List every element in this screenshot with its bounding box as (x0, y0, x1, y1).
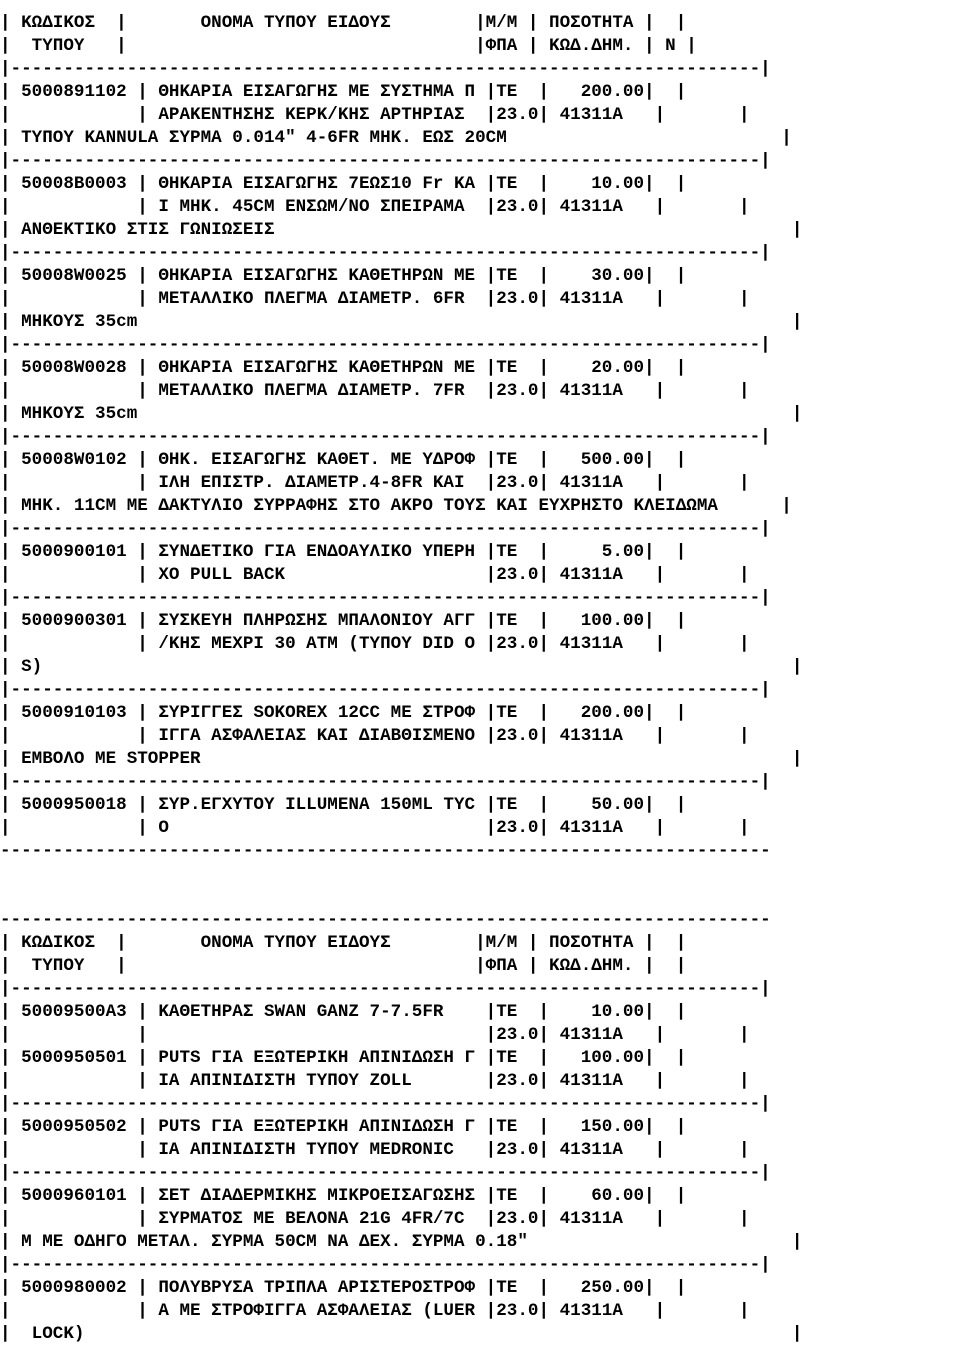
text-line: | | |23.0| 41311A | | (0, 1025, 750, 1045)
text-line: |-----------------------------------------------------------------------| (0, 243, 771, 263)
text-line: | | ΙΓΓΑ ΑΣΦΑΛΕΙΑΣ ΚΑΙ ΔΙΑΒΘΙΣΜΕΝΟ |23.0| 41311A | | (0, 726, 750, 746)
text-line: | 5000891102 | ΘΗΚΑΡΙΑ ΕΙΣΑΓΩΓΗΣ ΜΕ ΣΥΣΤΗΜΑ Π |ΤΕ | 200.00| | (0, 82, 687, 102)
text-line: | | ΣΥΡΜΑΤΟΣ ΜΕ ΒΕΛΟΝΑ 21G 4FR/7C |23.0| 41311A | | (0, 1209, 750, 1229)
text-line: | | ΜΕΤΑΛΛΙΚΟ ΠΛΕΓΜΑ ΔΙΑΜΕΤΡ. 7FR |23.0| 41311A | | (0, 381, 750, 401)
text-line: | ΤΥΠΟΥ | |ΦΠΑ | ΚΩΔ.ΔΗΜ. | Ν | (0, 36, 697, 56)
text-line: | | Α ΜΕ ΣΤΡΟΦΙΓΓΑ ΑΣΦΑΛΕΙΑΣ (LUER |23.0| 41311A | | (0, 1301, 750, 1321)
text-line: | ΤΥΠΟΥ KANNULA ΣΥΡΜΑ 0.014" 4-6FR ΜΗΚ. ΕΩΣ 20CM | (0, 128, 792, 148)
text-line: | | ΙΛΗ ΕΠΙΣΤΡ. ΔΙΑΜΕΤΡ.4-8FR ΚΑΙ |23.0| 41311A | | (0, 473, 750, 493)
text-line: | ΑΝΘΕΚΤΙΚΟ ΣΤΙΣ ΓΩΝΙΩΣΕΙΣ | (0, 220, 803, 240)
text-line: ------------------------------------------------------------------------- (0, 841, 771, 861)
text-line: | 5000900101 | ΣΥΝΔΕΤΙΚΟ ΓΙΑ ΕΝΔΟΑΥΛΙΚΟ ΥΠΕΡΗ |ΤΕ | 5.00| | (0, 542, 687, 562)
text-line: | | ΧΟ PULL BACK |23.0| 41311A | | (0, 565, 750, 585)
text-line: |-----------------------------------------------------------------------| (0, 772, 771, 792)
text-line: | S) | (0, 657, 803, 677)
text-line: | LOCK) | (0, 1324, 803, 1344)
text-line: | ΜΗΚΟΥΣ 35cm | (0, 404, 803, 424)
text-line (0, 886, 960, 909)
text-line: | 5000980002 | ΠΟΛΥΒΡΥΣΑ ΤΡΙΠΛΑ ΑΡΙΣΤΕΡΟΣΤΡΟΦ |ΤΕ | 250.00| | (0, 1278, 687, 1298)
text-line: | 50008W0025 | ΘΗΚΑΡΙΑ ΕΙΣΑΓΩΓΗΣ ΚΑΘΕΤΗΡΩΝ ΜΕ |ΤΕ | 30.00| | (0, 266, 687, 286)
text-line: |-----------------------------------------------------------------------| (0, 1094, 771, 1114)
text-line: | | ΜΕΤΑΛΛΙΚΟ ΠΛΕΓΜΑ ΔΙΑΜΕΤΡ. 6FR |23.0| 41311A | | (0, 289, 750, 309)
text-line: | 5000910103 | ΣΥΡΙΓΓΕΣ SOKOREX 12CC ΜΕ ΣΤΡΟΦ |ΤΕ | 200.00| | (0, 703, 687, 723)
text-line (0, 863, 960, 886)
text-line: | ΕΜΒΟΛΟ ΜΕ STOPPER | (0, 749, 803, 769)
text-line: |-----------------------------------------------------------------------| (0, 59, 771, 79)
text-line: | | O |23.0| 41311A | | (0, 818, 750, 838)
text-line: | | ΙΑ ΑΠΙΝΙΔΙΣΤΗ ΤΥΠΟΥ MEDRONIC |23.0| 41311A | | (0, 1140, 750, 1160)
text-line: | ΤΥΠΟΥ | |ΦΠΑ | ΚΩΔ.ΔΗΜ. | | (0, 956, 687, 976)
text-line: |-----------------------------------------------------------------------| (0, 680, 771, 700)
text-line: | 50009500A3 | ΚΑΘΕΤΗΡΑΣ SWAN GANZ 7-7.5FR |ΤΕ | 10.00| | (0, 1002, 687, 1022)
text-line: | 5000950018 | ΣΥΡ.ΕΓΧΥΤΟΥ ILLUMENA 150ML TYC |ΤΕ | 50.00| | (0, 795, 687, 815)
text-line: | | ΑΡΑΚΕΝΤΗΣΗΣ ΚΕΡΚ/ΚΗΣ ΑΡΤΗΡΙΑΣ |23.0| 41311A | | (0, 105, 750, 125)
text-line: | ΚΩΔΙΚΟΣ | ΟΝΟΜΑ ΤΥΠΟΥ ΕΙΔΟΥΣ |Μ/Μ | ΠΟΣΟΤΗΤΑ | | (0, 933, 687, 953)
text-line: | | /ΚΗΣ ΜΕΧΡΙ 30 ΑΤΜ (ΤΥΠΟΥ DID Ο |23.0| 41311A | | (0, 634, 750, 654)
text-line: |-----------------------------------------------------------------------| (0, 335, 771, 355)
text-line: | 5000960101 | ΣΕΤ ΔΙΑΔΕΡΜΙΚΗΣ ΜΙΚΡΟΕΙΣΑΓΩΣΗΣ |ΤΕ | 60.00| | (0, 1186, 687, 1206)
text-line: | 50008W0028 | ΘΗΚΑΡΙΑ ΕΙΣΑΓΩΓΗΣ ΚΑΘΕΤΗΡΩΝ ΜΕ |ΤΕ | 20.00| | (0, 358, 687, 378)
text-line: | 5000900301 | ΣΥΣΚΕΥΗ ΠΛΗΡΩΣΗΣ ΜΠΑΛΟΝΙΟΥ ΑΓΓ |ΤΕ | 100.00| | (0, 611, 687, 631)
text-line: |-----------------------------------------------------------------------| (0, 979, 771, 999)
text-line: |-----------------------------------------------------------------------| (0, 427, 771, 447)
text-line: | ΜΗΚ. 11CM ΜΕ ΔΑΚΤΥΛΙΟ ΣΥΡΡΑΦΗΣ ΣΤΟ ΑΚΡΟ ΤΟΥΣ ΚΑΙ ΕΥΧΡΗΣΤΟ ΚΛΕΙΔΩΜΑ | (0, 496, 792, 516)
text-line: | 50008B0003 | ΘΗΚΑΡΙΑ ΕΙΣΑΓΩΓΗΣ 7ΕΩΣ10 Fr ΚΑ |ΤΕ | 10.00| | (0, 174, 687, 194)
text-line: | | ΙΑ ΑΠΙΝΙΔΙΣΤΗ ΤΥΠΟΥ ZOLL |23.0| 41311A | | (0, 1071, 750, 1091)
text-line: | | Ι ΜΗΚ. 45CM ΕΝΣΩΜ/ΝΟ ΣΠΕΙΡΑΜΑ |23.0| 41311A | | (0, 197, 750, 217)
text-line: | ΜΗΚΟΥΣ 35cm | (0, 312, 803, 332)
text-line: | Μ ΜΕ ΟΔΗΓΟ ΜΕΤΑΛ. ΣΥΡΜΑ 50CM ΝΑ ΔΕΧ. ΣΥΡΜΑ 0.18" | (0, 1232, 803, 1252)
text-line: |-----------------------------------------------------------------------| (0, 1255, 771, 1275)
text-line: | 5000950502 | PUTS ΓΙΑ ΕΞΩΤΕΡΙΚΗ ΑΠΙΝΙΔΩΣΗ Γ |ΤΕ | 150.00| | (0, 1117, 687, 1137)
text-line: | 5000950501 | PUTS ΓΙΑ ΕΞΩΤΕΡΙΚΗ ΑΠΙΝΙΔΩΣΗ Γ |ΤΕ | 100.00| | (0, 1048, 687, 1068)
text-line: |-----------------------------------------------------------------------| (0, 1163, 771, 1183)
text-line: ------------------------------------------------------------------------- (0, 910, 771, 930)
text-line: | ΚΩΔΙΚΟΣ | ΟΝΟΜΑ ΤΥΠΟΥ ΕΙΔΟΥΣ |Μ/Μ | ΠΟΣΟΤΗΤΑ | | (0, 13, 687, 33)
text-line: |-----------------------------------------------------------------------| (0, 588, 771, 608)
text-line: | 50008W0102 | ΘΗΚ. ΕΙΣΑΓΩΓΗΣ ΚΑΘΕΤ. ΜΕ ΥΔΡΟΦ |ΤΕ | 500.00| | (0, 450, 687, 470)
text-line: |-----------------------------------------------------------------------| (0, 519, 771, 539)
text-line: |-----------------------------------------------------------------------| (0, 151, 771, 171)
